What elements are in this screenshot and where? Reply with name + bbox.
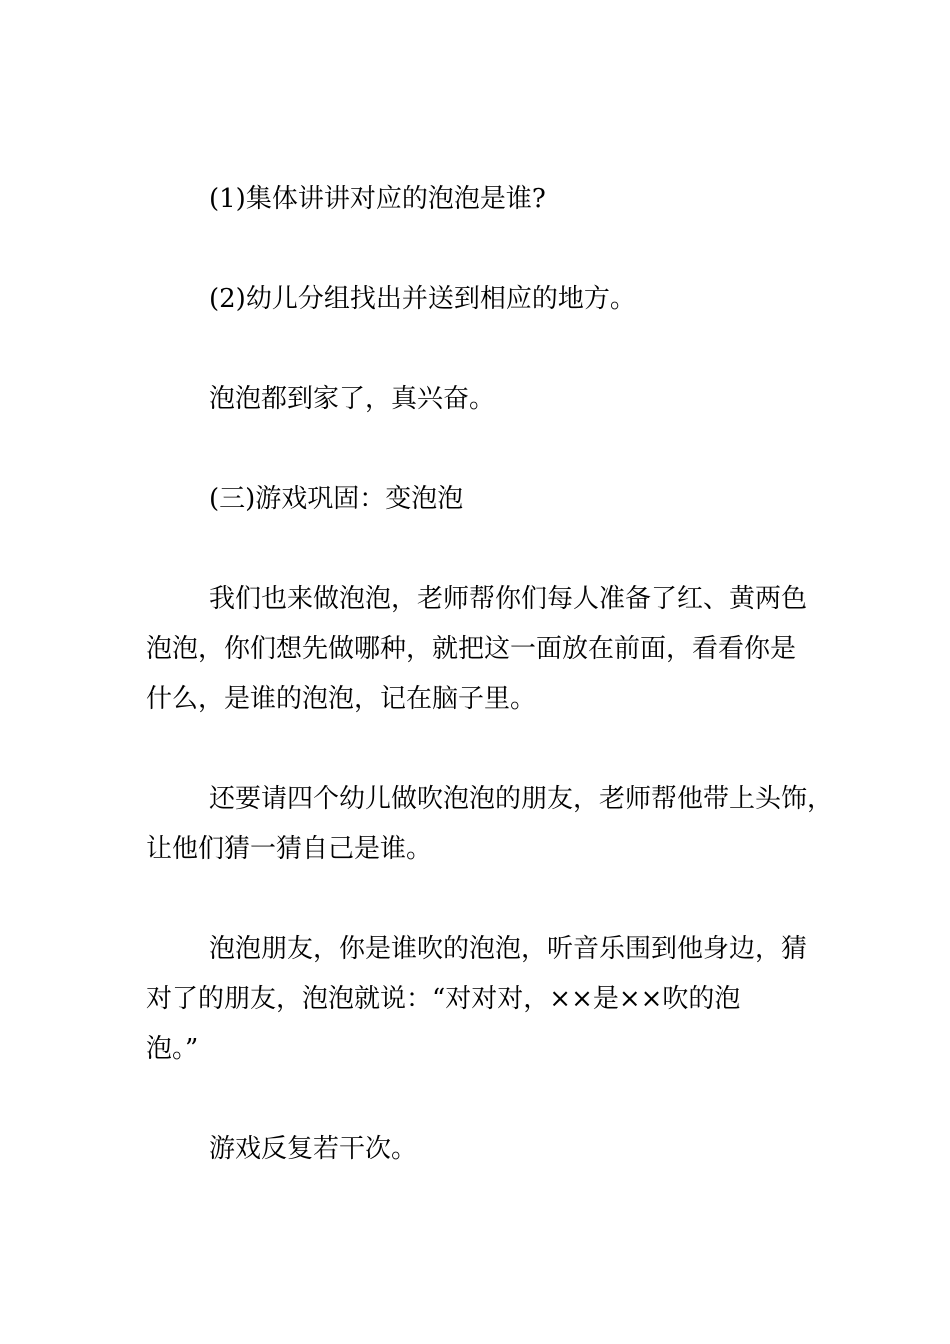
paragraph-line: 泡泡都到家了，真兴奋。 <box>209 384 496 414</box>
paragraph-bubble-friends <box>146 924 836 1074</box>
paragraph-line: (2)幼儿分组找出并送到相应的地方。 <box>209 284 636 314</box>
paragraph-four-children <box>146 774 836 874</box>
section-heading-game <box>146 474 836 524</box>
paragraph-line: 泡泡朋友，你是谁吹的泡泡，听音乐围到他身边，猜 <box>209 934 808 964</box>
paragraph-step-2 <box>146 274 836 324</box>
paragraph-make-bubbles <box>146 574 836 724</box>
paragraph-line: 游戏反复若干次。 <box>209 1134 418 1164</box>
paragraph-line: 我们也来做泡泡，老师帮你们每人准备了红、黄两色 <box>209 584 808 614</box>
paragraph-line: 泡泡，你们想先做哪种，就把这一面放在前面，看看你是 <box>146 634 797 664</box>
paragraph-line: 还要请四个幼儿做吹泡泡的朋友，老师帮他带上头饰， <box>209 784 834 814</box>
paragraph-line: 对了的朋友，泡泡就说：“对对对，××是××吹的泡 <box>146 984 741 1014</box>
paragraph-line: (三)游戏巩固：变泡泡 <box>209 484 464 514</box>
paragraph-line: (1)集体讲讲对应的泡泡是谁? <box>209 184 546 214</box>
paragraph-line: 泡。” <box>146 1034 199 1064</box>
paragraph-repeat <box>146 1124 836 1174</box>
paragraph-line: 什么，是谁的泡泡，记在脑子里。 <box>146 684 537 714</box>
paragraph-step-1 <box>146 174 836 224</box>
paragraph-bubbles-home <box>146 374 836 424</box>
paragraph-line: 让他们猜一猜自己是谁。 <box>146 834 433 864</box>
